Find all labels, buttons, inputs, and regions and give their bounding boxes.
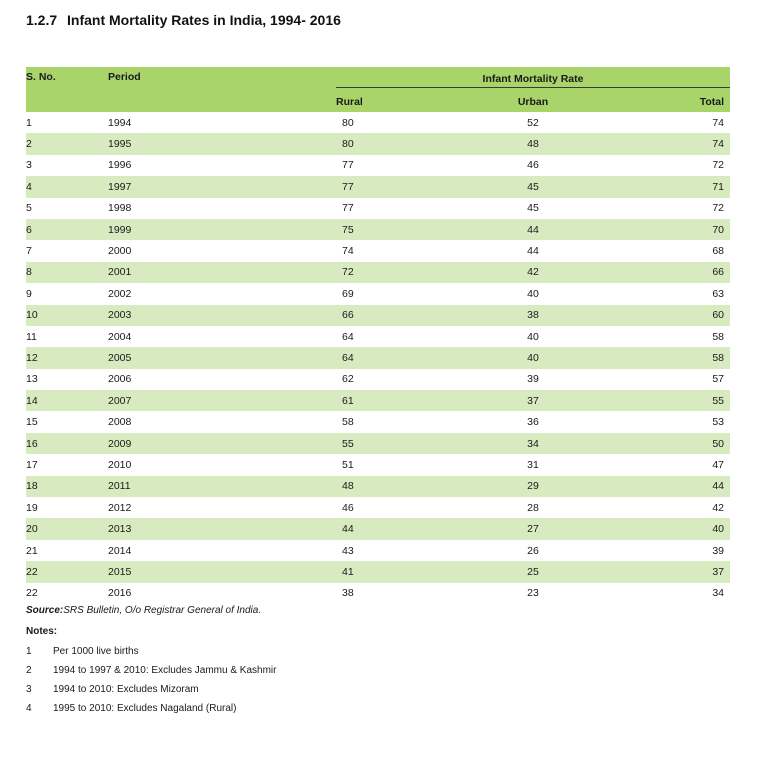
table-row (26, 198, 730, 219)
page-title (26, 12, 341, 28)
note-item (26, 680, 276, 699)
table-row (26, 176, 730, 197)
cell-sno: 19 (26, 497, 108, 518)
cell-period: 2012 (108, 497, 336, 518)
source-label: Source: (26, 605, 64, 616)
cell-urban: 37 (467, 390, 598, 411)
cell-sno: 14 (26, 390, 108, 411)
notes-title: Notes: (26, 626, 58, 637)
cell-urban: 46 (467, 155, 598, 176)
cell-urban: 34 (467, 433, 598, 454)
cell-period: 1996 (108, 155, 336, 176)
cell-urban: 38 (467, 305, 598, 326)
header-period: Period (108, 67, 336, 112)
cell-urban: 27 (467, 518, 598, 539)
header-imr-group (336, 67, 730, 91)
cell-total: 37 (599, 561, 730, 582)
cell-urban: 45 (467, 198, 598, 219)
note-item (26, 699, 276, 718)
table-row (26, 283, 730, 304)
cell-rural: 66 (336, 305, 467, 326)
cell-period: 1995 (108, 133, 336, 154)
cell-period: 2005 (108, 347, 336, 368)
table-body (26, 112, 730, 604)
cell-rural: 44 (336, 518, 467, 539)
cell-sno: 8 (26, 262, 108, 283)
cell-sno: 13 (26, 369, 108, 390)
note-text: Per 1000 live births (53, 646, 139, 657)
cell-urban: 52 (467, 112, 598, 133)
cell-sno: 4 (26, 176, 108, 197)
cell-urban: 29 (467, 476, 598, 497)
table-row (26, 540, 730, 561)
cell-sno: 3 (26, 155, 108, 176)
cell-total: 50 (599, 433, 730, 454)
table-row (26, 583, 730, 604)
cell-urban: 26 (467, 540, 598, 561)
cell-period: 2016 (108, 583, 336, 604)
table-header-row (26, 67, 730, 91)
cell-sno: 5 (26, 198, 108, 219)
cell-urban: 44 (467, 240, 598, 261)
cell-rural: 55 (336, 433, 467, 454)
cell-sno: 7 (26, 240, 108, 261)
cell-rural: 72 (336, 262, 467, 283)
table-row (26, 369, 730, 390)
cell-total: 57 (599, 369, 730, 390)
cell-rural: 38 (336, 583, 467, 604)
cell-period: 2011 (108, 476, 336, 497)
table-row (26, 133, 730, 154)
source-text: SRS Bulletin, O/o Registrar General of India. (63, 605, 262, 616)
cell-rural: 77 (336, 176, 467, 197)
note-number: 2 (26, 665, 32, 676)
cell-total: 42 (599, 497, 730, 518)
cell-urban: 42 (467, 262, 598, 283)
header-imr-underline (336, 87, 730, 88)
cell-total: 63 (599, 283, 730, 304)
cell-total: 72 (599, 198, 730, 219)
table-row (26, 476, 730, 497)
cell-period: 2004 (108, 326, 336, 347)
table-row (26, 326, 730, 347)
cell-urban: 40 (467, 326, 598, 347)
cell-total: 60 (599, 305, 730, 326)
cell-period: 1999 (108, 219, 336, 240)
note-text: 1995 to 2010: Excludes Nagaland (Rural) (53, 703, 237, 714)
cell-urban: 23 (467, 583, 598, 604)
cell-urban: 25 (467, 561, 598, 582)
imr-table (26, 67, 730, 604)
cell-period: 2002 (108, 283, 336, 304)
cell-period: 2015 (108, 561, 336, 582)
table-row (26, 262, 730, 283)
cell-period: 1997 (108, 176, 336, 197)
cell-urban: 40 (467, 347, 598, 368)
cell-sno: 20 (26, 518, 108, 539)
cell-period: 2013 (108, 518, 336, 539)
cell-sno: 6 (26, 219, 108, 240)
cell-rural: 80 (336, 133, 467, 154)
title-number: 1.2.7 (26, 12, 58, 28)
header-total: Total (599, 91, 730, 112)
cell-sno: 16 (26, 433, 108, 454)
cell-rural: 51 (336, 454, 467, 475)
cell-rural: 80 (336, 112, 467, 133)
header-sno: S. No. (26, 67, 108, 112)
cell-total: 40 (599, 518, 730, 539)
cell-urban: 31 (467, 454, 598, 475)
cell-urban: 28 (467, 497, 598, 518)
cell-urban: 45 (467, 176, 598, 197)
cell-period: 2007 (108, 390, 336, 411)
cell-total: 58 (599, 347, 730, 368)
source-line (26, 605, 261, 616)
cell-total: 72 (599, 155, 730, 176)
table-row (26, 155, 730, 176)
cell-period: 1994 (108, 112, 336, 133)
cell-rural: 43 (336, 540, 467, 561)
cell-sno: 18 (26, 476, 108, 497)
cell-period: 1998 (108, 198, 336, 219)
header-imr-label: Infant Mortality Rate (482, 72, 584, 85)
notes-list (26, 642, 276, 718)
cell-rural: 69 (336, 283, 467, 304)
cell-sno: 2 (26, 133, 108, 154)
note-number: 3 (26, 684, 32, 695)
note-item (26, 642, 276, 661)
cell-urban: 48 (467, 133, 598, 154)
note-number: 1 (26, 646, 32, 657)
cell-total: 71 (599, 176, 730, 197)
table-row (26, 347, 730, 368)
cell-rural: 74 (336, 240, 467, 261)
cell-total: 58 (599, 326, 730, 347)
cell-sno: 21 (26, 540, 108, 561)
cell-period: 2003 (108, 305, 336, 326)
cell-total: 74 (599, 112, 730, 133)
cell-rural: 61 (336, 390, 467, 411)
cell-total: 47 (599, 454, 730, 475)
cell-sno: 10 (26, 305, 108, 326)
cell-period: 2008 (108, 411, 336, 432)
cell-rural: 64 (336, 347, 467, 368)
table-row (26, 112, 730, 133)
title-text: Infant Mortality Rates in India, 1994- 2016 (67, 12, 341, 28)
cell-period: 2010 (108, 454, 336, 475)
table-row (26, 433, 730, 454)
cell-sno: 1 (26, 112, 108, 133)
note-text: 1994 to 1997 & 2010: Excludes Jammu & Kashmir (53, 665, 277, 676)
cell-rural: 46 (336, 497, 467, 518)
cell-total: 39 (599, 540, 730, 561)
note-item (26, 661, 276, 680)
cell-rural: 41 (336, 561, 467, 582)
table-row (26, 240, 730, 261)
cell-urban: 36 (467, 411, 598, 432)
header-urban: Urban (467, 91, 598, 112)
cell-period: 2001 (108, 262, 336, 283)
cell-total: 66 (599, 262, 730, 283)
cell-total: 70 (599, 219, 730, 240)
cell-period: 2000 (108, 240, 336, 261)
cell-rural: 64 (336, 326, 467, 347)
cell-sno: 22 (26, 561, 108, 582)
cell-rural: 77 (336, 155, 467, 176)
header-rural: Rural (336, 91, 467, 112)
table-row (26, 390, 730, 411)
cell-rural: 62 (336, 369, 467, 390)
note-number: 4 (26, 703, 32, 714)
cell-period: 2014 (108, 540, 336, 561)
cell-urban: 39 (467, 369, 598, 390)
cell-total: 34 (599, 583, 730, 604)
cell-sno: 12 (26, 347, 108, 368)
cell-total: 55 (599, 390, 730, 411)
table-row (26, 497, 730, 518)
cell-urban: 40 (467, 283, 598, 304)
table-row (26, 219, 730, 240)
cell-rural: 48 (336, 476, 467, 497)
cell-period: 2009 (108, 433, 336, 454)
cell-total: 44 (599, 476, 730, 497)
notes-section (26, 626, 276, 718)
cell-rural: 77 (336, 198, 467, 219)
cell-sno: 15 (26, 411, 108, 432)
cell-sno: 9 (26, 283, 108, 304)
cell-rural: 75 (336, 219, 467, 240)
cell-period: 2006 (108, 369, 336, 390)
cell-sno: 11 (26, 326, 108, 347)
cell-rural: 58 (336, 411, 467, 432)
table-row (26, 561, 730, 582)
cell-total: 74 (599, 133, 730, 154)
note-text: 1994 to 2010: Excludes Mizoram (53, 684, 199, 695)
table-row (26, 305, 730, 326)
cell-sno: 22 (26, 583, 108, 604)
cell-total: 68 (599, 240, 730, 261)
table-row (26, 518, 730, 539)
cell-total: 53 (599, 411, 730, 432)
cell-sno: 17 (26, 454, 108, 475)
table-row (26, 411, 730, 432)
table-row (26, 454, 730, 475)
cell-urban: 44 (467, 219, 598, 240)
